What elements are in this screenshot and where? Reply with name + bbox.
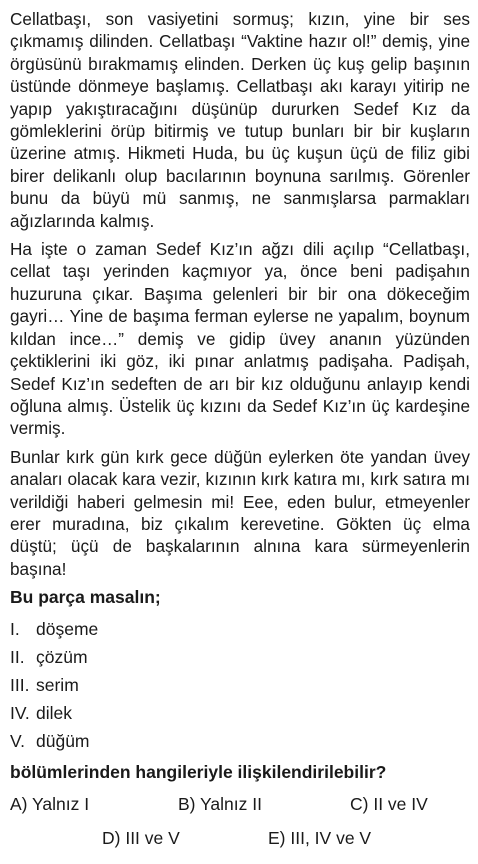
statement-number: II.: [10, 647, 25, 668]
statement-number: IV.: [10, 703, 30, 724]
statement-text: serim: [36, 675, 79, 696]
statement-item: [10, 699, 470, 727]
statement-item: [10, 643, 470, 671]
statement-item: [10, 727, 470, 755]
passage-paragraph-3: Bunlar kırk gün kırk gece düğün eylerken öte yandan üvey anaları olacak kara vezir, kızının kırk katıra mı, kırk satıra mı verildiği haberi gelmesin mi! Eee, eden bulur, etmeyenler erer muradına, biz çıkalım kerevetine. Gökten üç elma düştü; üçü de başkalarının alnına kara sürmeyenlerin başına!: [10, 446, 470, 579]
passage-paragraph-1: Cellatbaşı, son vasiyetini sormuş; kızın, yine bir ses çıkmamış dilinden. Cellatbaşı “Vaktine hazır ol!” demiş, yine örgüsünü bırakmamış elinden. Derken üç kuş gelip başının üstünde dönmeye başlamış. Cellatbaşı akı karayı yitirip ne yapıp yakıştıracağını düşünüp dururken Sedef Kız da gömleklerini örüp bitirmiş ve tutup bunları bir bir kuşların üzerine atmış. Hikmeti Huda, bu üç kuşun üçü de filiz gibi birer delikanlı olup bacılarının boynuna sarılmış. Görenler bunu da büyü mü sanmış, ne sanmışlarsa parmakları ağızlarında kalmış.: [10, 9, 470, 231]
statement-text: döşeme: [36, 619, 99, 640]
statement-item: [10, 615, 470, 643]
option-a[interactable]: A) Yalnız I: [10, 794, 90, 815]
option-b[interactable]: B) Yalnız II: [178, 794, 262, 815]
option-e[interactable]: E) III, IV ve V: [268, 828, 372, 849]
question-page: [10, 8, 470, 864]
statement-number: III.: [10, 675, 30, 696]
statement-number: V.: [10, 731, 25, 752]
statement-number: I.: [10, 619, 20, 640]
statement-list: [10, 615, 470, 755]
option-c[interactable]: C) II ve IV: [350, 794, 428, 815]
option-d[interactable]: D) III ve V: [102, 828, 180, 849]
statement-text: çözüm: [36, 647, 88, 668]
statement-item: [10, 671, 470, 699]
question-stem-top: Bu parça masalın;: [10, 587, 161, 608]
question-stem-bottom: bölümlerinden hangileriyle ilişkilendirilebilir?: [10, 762, 387, 783]
statement-text: düğüm: [36, 731, 90, 752]
statement-text: dilek: [36, 703, 72, 724]
answer-options: [10, 794, 470, 864]
passage-paragraph-2: Ha işte o zaman Sedef Kız’ın ağzı dili açılıp “Cellatbaşı, cellat taşı yerinden kaçmıyor ya, önce beni padişahın huzuruna çıkar. Başıma gelenleri bir bir ona dökeceğim gayri… Yine de başıma ferman eylerse ne yapalım, boynum kıldan ince…” demiş ve gidip üvey ananın yüzünden çektiklerini iki göz, iki pınar anlatmış padişaha. Padişah, Sedef Kız’ın sedeften de arı bir kız olduğunu anlayıp kendi oğluna almış. Üstelik üç kızını da Sedef Kız’ın üç kardeşine vermiş.: [10, 239, 470, 439]
